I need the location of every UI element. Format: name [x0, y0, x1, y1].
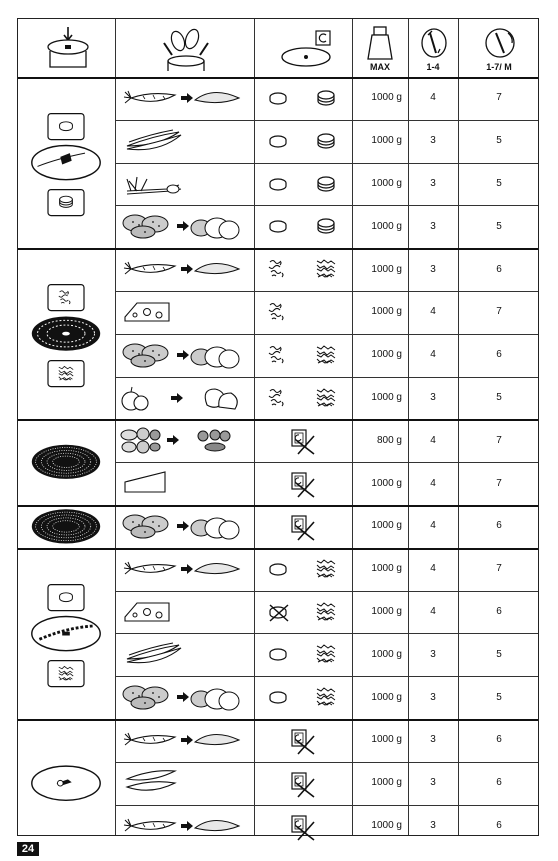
potatoes-icon [117, 505, 252, 548]
max-quantity: 1000 g [371, 92, 402, 104]
result-no-reverse-icon [256, 719, 350, 762]
speed-1-4-value: 3 [430, 820, 436, 831]
speed-1-4-value: 4 [430, 477, 436, 489]
max-quantity: 1000 g [371, 734, 402, 746]
speed-1-4-value: 3 [430, 135, 436, 147]
speed-1-7m-value: 6 [496, 734, 502, 746]
column-divider [115, 19, 116, 835]
result-no-reverse-icon [256, 762, 350, 805]
speed-1-7m-value: 7 [496, 434, 502, 446]
max-quantity: 1000 g [371, 349, 402, 361]
carrot-icon [117, 719, 252, 762]
column-divider [254, 19, 255, 835]
max-quantity: 1000 g [371, 691, 402, 703]
speed-1-4-value: 3 [430, 263, 436, 275]
cheese-icon [117, 591, 252, 634]
hard-cheese-icon [117, 462, 252, 505]
max-quantity: 1000 g [371, 220, 402, 232]
cucumber-icon [117, 120, 252, 163]
feeding-food-icon [158, 23, 214, 73]
speed-1-7m-value: 6 [496, 520, 502, 532]
potatoes-icon [117, 205, 252, 248]
speed-1-7m-value: 6 [496, 777, 502, 789]
disc-assembly-icon [38, 25, 98, 71]
nuts-icon [117, 419, 252, 462]
speed-1-7m-value: 5 [496, 648, 502, 660]
speed-1-4-value: 4 [430, 92, 436, 104]
speed-1-4-value: 3 [430, 648, 436, 660]
speed-1-4-value: 4 [430, 349, 436, 361]
speed-1-7m-value: 6 [496, 606, 502, 617]
max-quantity: 1000 g [371, 392, 402, 403]
max-quantity: 1000 g [371, 306, 402, 318]
result-slice-grate-icon [256, 633, 350, 676]
speed-dial-icon [418, 25, 450, 61]
result-no-reverse-icon [256, 419, 350, 462]
speed-1-4-value: 3 [430, 777, 436, 789]
speed-1-4-value: 4 [430, 563, 436, 575]
speed-1-4-value: 4 [430, 606, 436, 617]
speed-1-4-value: 4 [430, 520, 436, 532]
max-quantity: 1000 g [371, 648, 402, 660]
carrot-icon [117, 77, 252, 120]
carrot-icon [117, 248, 252, 291]
speed-1-7m-value: 5 [496, 691, 502, 703]
cheese-icon [117, 291, 252, 334]
speed-1-4-value: 3 [430, 392, 436, 403]
column-divider [458, 19, 459, 835]
result-no-slice-grate-icon [256, 591, 350, 634]
reversible-disc-icon [22, 550, 111, 717]
result-slice-grate-icon [256, 548, 350, 591]
header-speed-1-4: 1-4 [426, 62, 440, 72]
carrot-icon [117, 548, 252, 591]
result-no-reverse-icon [256, 805, 350, 848]
speed-1-7m-value: 5 [496, 135, 502, 147]
julienne-disc-icon [22, 721, 111, 845]
speed-dial-icon [482, 25, 522, 61]
max-quantity: 1000 g [371, 563, 402, 575]
result-grated-icon [256, 377, 350, 420]
speed-1-7m-value: 5 [496, 392, 502, 403]
max-quantity: 800 g [376, 434, 402, 446]
carrots-icon [117, 805, 252, 848]
max-quantity: 1000 g [371, 520, 402, 532]
column-divider [408, 19, 409, 835]
weight-icon [364, 25, 396, 61]
potatoes-icon [117, 676, 252, 719]
settings-table [17, 18, 539, 836]
slicing-disc-icon [22, 79, 111, 246]
result-slice-grate-icon [256, 676, 350, 719]
speed-1-7m-value: 5 [496, 178, 502, 189]
result-no-reverse-icon [256, 462, 350, 505]
speed-1-4-value: 3 [430, 178, 436, 189]
potatoes-icon [117, 334, 252, 377]
speed-1-4-value: 3 [430, 220, 436, 232]
grating-disc-icon [22, 250, 111, 417]
header-max: MAX [370, 62, 390, 72]
speed-1-7m-value: 7 [496, 477, 502, 489]
result-grated-icon [256, 248, 350, 291]
fine-grating-disc-icon [22, 421, 111, 503]
speed-1-4-value: 3 [430, 691, 436, 703]
zucchini-icon [117, 762, 252, 805]
max-quantity: 1000 g [371, 263, 402, 275]
speed-1-7m-value: 6 [496, 263, 502, 275]
speed-1-7m-value: 7 [496, 306, 502, 318]
speed-1-7m-value: 6 [496, 820, 502, 831]
max-quantity: 1000 g [371, 178, 402, 189]
speed-1-7m-value: 6 [496, 349, 502, 361]
max-quantity: 1000 g [371, 777, 402, 789]
result-grated-coarse-icon [256, 291, 350, 334]
speed-1-7m-value: 7 [496, 92, 502, 104]
result-slices-icon [256, 163, 350, 206]
speed-1-4-value: 4 [430, 434, 436, 446]
leek-icon [117, 163, 252, 206]
result-grated-icon [256, 334, 350, 377]
max-quantity: 1000 g [371, 135, 402, 147]
cucumber-icon [117, 633, 252, 676]
page-number: 24 [17, 842, 39, 856]
speed-1-4-value: 4 [430, 306, 436, 318]
result-no-reverse-icon [256, 505, 350, 548]
result-slices-icon [256, 205, 350, 248]
result-slices-icon [256, 77, 350, 120]
potato-grating-disc-icon [22, 507, 111, 546]
result-slices-icon [256, 120, 350, 163]
disc-turn-icon [280, 29, 340, 69]
apples-icon [117, 377, 252, 420]
speed-1-7m-value: 5 [496, 220, 502, 232]
speed-1-7m-value: 7 [496, 563, 502, 575]
header-speed-1-7m: 1-7/ M [486, 62, 512, 72]
max-quantity: 1000 g [371, 606, 402, 617]
max-quantity: 1000 g [371, 820, 402, 831]
speed-1-4-value: 3 [430, 734, 436, 746]
max-quantity: 1000 g [371, 477, 402, 489]
